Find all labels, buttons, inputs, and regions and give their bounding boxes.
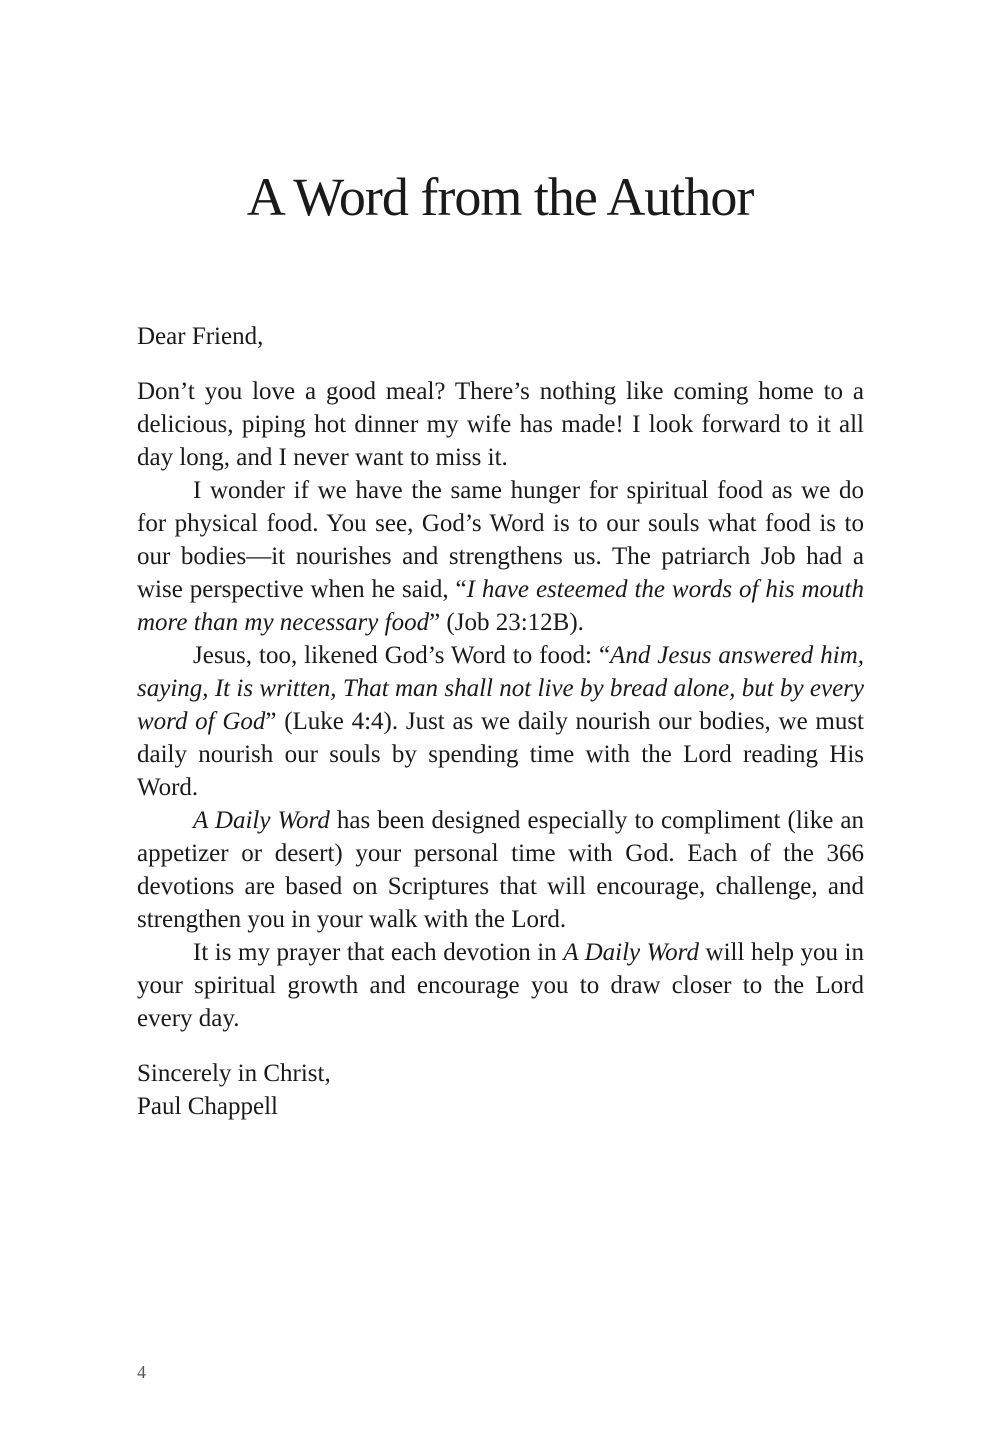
book-title: A Daily Word xyxy=(193,807,330,834)
paragraph-2-text-a: I wonder if we have the same hunger for spiritual food as we do for physical food. You see, God’s Word is to our souls what food is to our bodies—it nourishes and strengthens us. The patriarch Job had a wise perspective when he said, “ xyxy=(137,477,864,603)
paragraph-2 xyxy=(137,474,864,639)
paragraph-4-text-a: has been designed especially to compliment (like an appetizer or desert) your personal time with God. Each of the 366 devotions are based on Scriptures that will encourage, challenge, and strengthen you in your walk with the Lord. xyxy=(137,807,864,933)
luke-quote: And Jesus answered him, saying, It is written, That man shall not live by bread alone, but by every word of God xyxy=(137,642,864,735)
book-title: A Daily Word xyxy=(563,939,699,966)
paragraph-5-text-b: will help you in your spiritual growth and encourage you to draw closer to the Lord every day. xyxy=(137,939,864,1032)
salutation: Dear Friend, xyxy=(137,323,264,350)
closing-line: Sincerely in Christ, xyxy=(137,1060,331,1087)
letter-body xyxy=(137,320,864,1123)
paragraph-5 xyxy=(137,936,864,1035)
signature: Paul Chappell xyxy=(137,1093,278,1120)
paragraph-1: Don’t you love a good meal? There’s nothing like coming home to a delicious, piping hot dinner my wife has made! I look forward to it all day long, and I never want to miss it. xyxy=(137,378,864,471)
paragraph-2-text-b: ” (Job 23:12B). xyxy=(429,609,584,636)
paragraph-4 xyxy=(137,804,864,936)
paragraph-3-text-b: ” (Luke 4:4). Just as we daily nourish our bodies, we must daily nourish our souls by spending time with the Lord reading His Word. xyxy=(137,708,865,801)
page-title: A Word from the Author xyxy=(246,167,754,227)
page-number: 4 xyxy=(137,1362,146,1382)
paragraph-3 xyxy=(137,639,864,804)
paragraph-3-text-a: Jesus, too, likened God’s Word to food: “ xyxy=(193,642,611,669)
closing xyxy=(137,1057,864,1123)
job-quote: I have esteemed the words of his mouth more than my necessary food xyxy=(137,576,864,636)
paragraph-5-text-a: It is my prayer that each devotion in xyxy=(193,939,564,966)
